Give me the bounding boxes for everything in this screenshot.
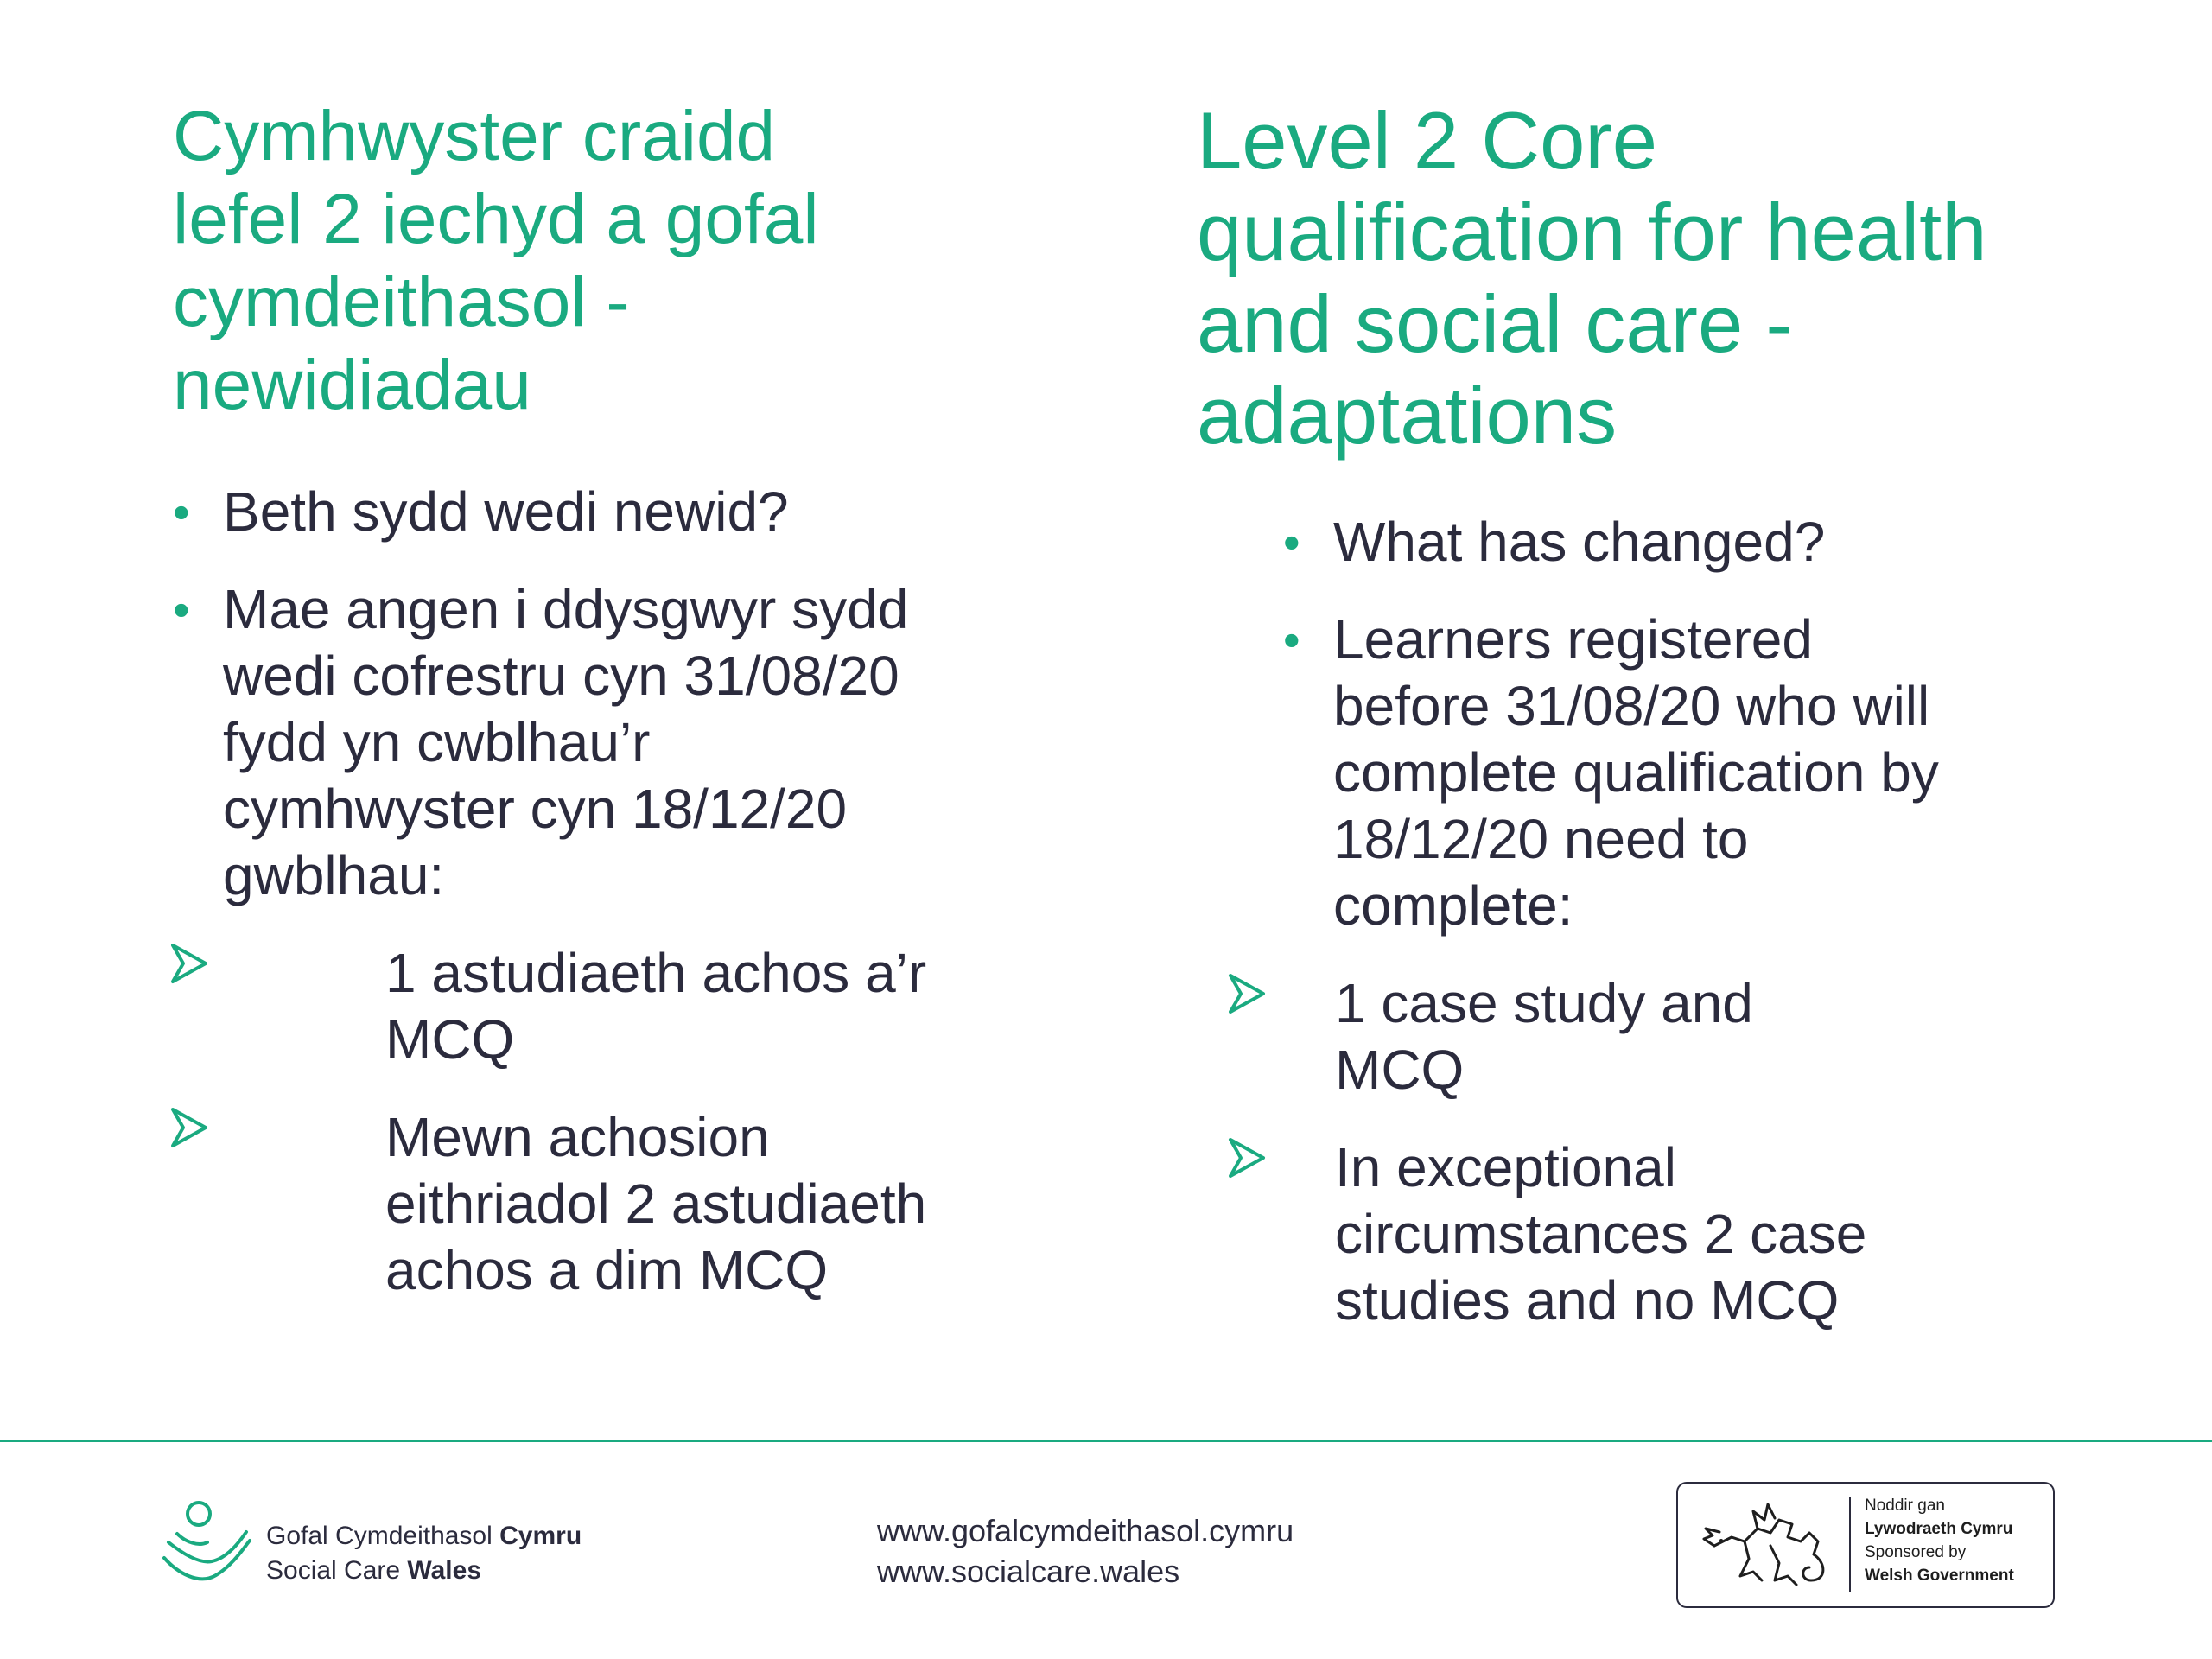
chevron-right-arrow-icon — [169, 942, 209, 985]
list-item: • Learners registered before 31/08/20 who will complete qualification by 18/12/20 need to complete: — [1283, 607, 2113, 939]
list-item: • Beth sydd wedi newid? — [173, 479, 1037, 545]
chevron-right-arrow-icon — [1227, 972, 1267, 1015]
list-item: 1 astudiaeth achos a’r MCQ — [169, 940, 1037, 1073]
english-title: Level 2 Core qualification for health and social care - adaptations — [1197, 95, 1987, 461]
welsh-bullet-list — [173, 479, 1037, 1304]
welsh-government-badge: Noddir gan Lywodraeth Cymru Sponsored by Welsh Government — [1676, 1482, 2055, 1608]
welsh-dragon-icon — [1697, 1494, 1835, 1602]
list-item: • What has changed? — [1283, 509, 2113, 575]
footer-divider — [0, 1440, 2212, 1442]
chevron-right-arrow-icon — [1227, 1136, 1267, 1179]
footer-urls — [877, 1510, 1294, 1592]
list-item: • Mae angen i ddysgwyr sydd wedi cofrestru cyn 31/08/20 fydd yn cwblhau’r cymhwyster cyn 18/12/20 gwblhau: — [173, 576, 1037, 909]
social-care-wales-logo — [160, 1495, 609, 1590]
list-item: Mewn achosion eithriadol 2 astudiaeth achos a dim MCQ — [169, 1104, 1037, 1304]
chevron-right-arrow-icon — [169, 1106, 209, 1149]
english-bullet-list — [1197, 509, 2113, 1334]
welsh-column — [173, 95, 1037, 1335]
list-item: 1 case study and MCQ — [1227, 970, 2113, 1103]
welsh-title: Cymhwyster craidd lefel 2 iechyd a gofal cymdeithasol - newidiadau — [173, 97, 819, 424]
list-item: In exceptional circumstances 2 case studies and no MCQ — [1227, 1135, 2113, 1334]
english-url-link[interactable]: www.socialcare.wales — [877, 1554, 1180, 1589]
badge-divider — [1849, 1497, 1851, 1592]
english-column — [1197, 95, 2113, 1365]
logo-line-1: Gofal Cymdeithasol Cymru — [266, 1522, 582, 1550]
welsh-url-link[interactable]: www.gofalcymdeithasol.cymru — [877, 1513, 1294, 1548]
social-care-wales-logo-icon — [160, 1499, 255, 1594]
logo-line-2: Social Care Wales — [266, 1556, 481, 1585]
